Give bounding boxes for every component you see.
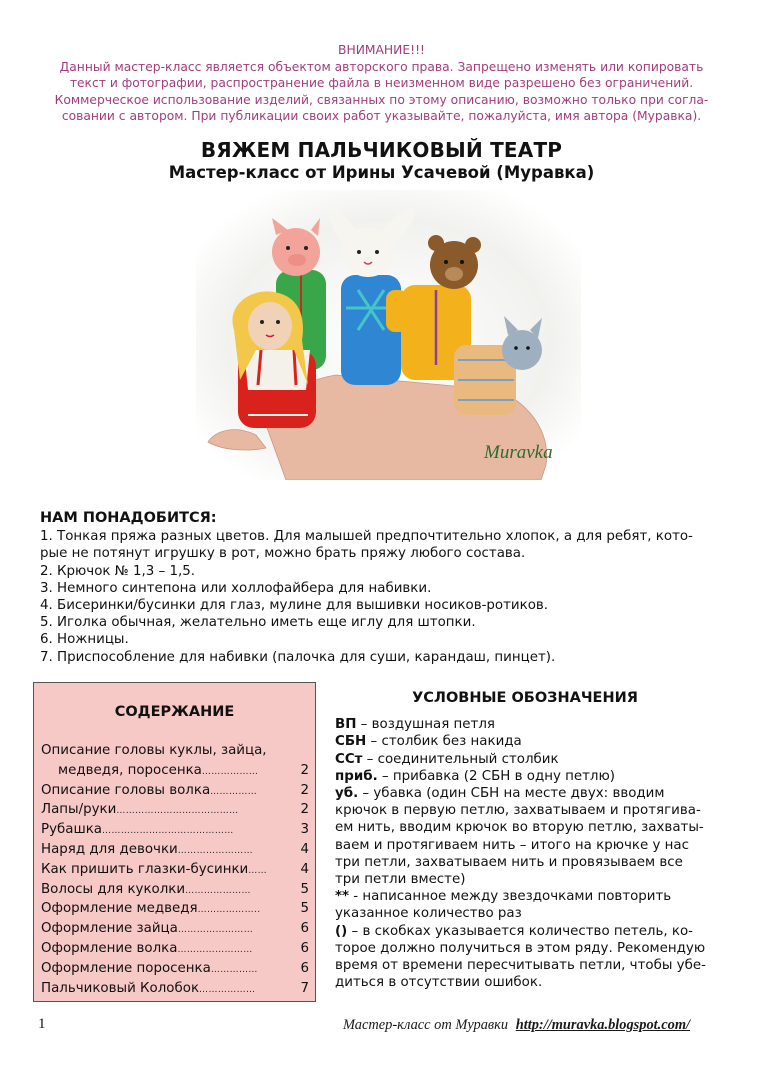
legend-definition: – убавка (один СБН на месте двух: вводим — [358, 786, 665, 802]
legend-definition: ваем и протягиваем нить – итого на крючке у нас — [335, 837, 690, 853]
toc-entry — [41, 899, 313, 919]
toc-entry-title: Оформление поросенка — [41, 960, 211, 976]
legend-definition: время от времени пересчитывать петли, чтобы убе- — [335, 958, 706, 974]
legend-line — [335, 871, 725, 888]
footer-link[interactable]: http://muravka.blogspot.com/ — [515, 1017, 691, 1033]
toc-entry-dots: …………… — [210, 786, 258, 797]
notice-line: совании с автором. При публикации своих работ указывайте, пожалуйста, имя автора (Муравка). — [61, 109, 702, 123]
materials-heading: НАМ ПОНАДОБИТСЯ: — [40, 510, 217, 526]
toc-entry-page: 2 — [300, 762, 309, 778]
toc-entry-page: 4 — [300, 861, 309, 877]
toc-entry-title: Пальчиковый Колобок — [41, 980, 200, 996]
legend-definition: – соединительный столбик — [362, 751, 559, 767]
toc-entry-dots: …………… — [210, 964, 258, 975]
legend-line — [335, 819, 725, 836]
materials-line: 6. Ножницы. — [40, 632, 129, 648]
legend-definition: указанное количество раз — [335, 906, 522, 922]
legend-line — [335, 768, 725, 785]
legend-term: приб. — [335, 768, 378, 784]
notice-line: Данный мастер-класс является объектом авторского права. Запрещено изменять или копировать — [59, 59, 704, 74]
toc-entry-title: Оформление зайца — [41, 921, 178, 937]
legend-line — [335, 974, 725, 991]
legend-definition: крючок в первую петлю, захватываем и протягива- — [335, 803, 701, 819]
toc-heading: СОДЕРЖАНИЕ — [114, 704, 235, 720]
legend-definition: диться в отсутствии ошибок. — [335, 975, 543, 991]
legend-definition: три петли вместе) — [335, 872, 466, 888]
legend-line — [335, 888, 725, 905]
legend-definition: – воздушная петля — [356, 717, 495, 733]
legend-definition: – в скобках указывается количество петель, ко- — [347, 923, 694, 939]
materials-line: 2. Крючок № 1,3 – 1,5. — [40, 563, 195, 579]
legend-term: ССт — [335, 751, 363, 767]
toc-entry — [41, 959, 313, 979]
toc-entry — [41, 781, 313, 801]
toc-entry-dots: …………………… — [177, 845, 253, 856]
toc-entry-title: Волосы для куколки — [41, 881, 186, 897]
toc-entry-dots: …… — [248, 865, 268, 876]
materials-line: 7. Приспособление для набивки (палочка для суши, карандаш, пинцет). — [40, 649, 556, 665]
toc-entry-title: медведя, поросенка — [41, 762, 202, 778]
toc-entry-title: Описание головы куклы, зайца, — [41, 743, 267, 758]
toc-entry-dots: ……………… — [199, 984, 256, 995]
toc-entry — [41, 800, 313, 820]
copyright-notice — [30, 42, 733, 125]
toc-entry-page: 5 — [300, 881, 309, 897]
legend-definition: торое должно получиться в этом ряду. Рекомендую — [335, 940, 706, 956]
page-subtitle: Мастер-класс от Ирины Усачевой (Муравка) — [168, 163, 595, 182]
finger-puppets-photo — [196, 190, 581, 480]
legend-line — [335, 957, 725, 974]
toc-entry — [41, 979, 313, 999]
toc-entry — [41, 820, 313, 840]
legend-line — [335, 940, 725, 957]
toc-entry-page: 6 — [300, 940, 309, 956]
legend-line — [335, 716, 725, 733]
toc-entry-dots: ……………….. — [197, 905, 261, 916]
toc-entry-dots: …………………… — [177, 925, 254, 936]
legend-line — [335, 923, 725, 940]
legend-line — [335, 837, 725, 854]
toc-entry-dots: ……………… — [201, 766, 259, 777]
toc-entry-title: Наряд для девочки — [41, 841, 178, 857]
materials-line: 5. Иголка обычная, желательно иметь еще иглу для штопки. — [40, 615, 476, 631]
legend-definition: – столбик без накида — [366, 734, 522, 750]
legend-line — [335, 751, 725, 768]
toc-entry-page: 3 — [300, 822, 309, 838]
toc-entry-title: Рубашка — [41, 822, 103, 838]
toc-entry — [41, 880, 313, 900]
legend-term: () — [335, 923, 348, 939]
toc-entry-dots: ………………………………… — [116, 806, 239, 817]
page-number: 1 — [38, 1016, 46, 1032]
toc-entry-page: 6 — [300, 921, 309, 937]
legend-definition: три петли, захватываем нить и провязываем все — [335, 854, 683, 870]
legend-term: уб. — [335, 786, 359, 802]
notation-legend — [335, 690, 725, 991]
toc-entry-dots: …………………………………… — [102, 826, 234, 837]
toc-entry-title: Как пришить глазки-бусинки — [41, 861, 249, 877]
toc-entry — [41, 939, 313, 959]
toc-entry-page: 4 — [300, 841, 309, 857]
materials-line: 1. Тонкая пряжа разных цветов. Для малышей предпочтительно хлопок, а для ребят, кото- — [40, 529, 693, 545]
toc-entry-title: Лапы/руки — [41, 802, 117, 818]
legend-line — [335, 802, 725, 819]
toc-entry-page: 5 — [300, 901, 309, 917]
toc-entry-title: Описание головы волка — [41, 782, 211, 798]
footer-text: Мастер-класс от Муравки — [343, 1017, 509, 1033]
toc-entry-title: Оформление медведя — [41, 901, 198, 917]
legend-definition: - написанное между звездочками повторить — [349, 889, 672, 905]
legend-heading: УСЛОВНЫЕ ОБОЗНАЧЕНИЯ — [412, 690, 638, 706]
toc-entry-page: 6 — [300, 960, 309, 976]
toc-entry — [41, 860, 313, 880]
toc-entry-page: 2 — [300, 782, 309, 798]
page-title: ВЯЖЕМ ПАЛЬЧИКОВЫЙ ТЕАТР — [200, 138, 563, 162]
toc-entry — [41, 840, 313, 860]
footer — [343, 1017, 690, 1034]
toc-entries — [41, 741, 313, 998]
legend-line — [335, 733, 725, 750]
materials-line: 4. Бисеринки/бусинки для глаз, мулине для вышивки носиков-ротиков. — [40, 598, 549, 614]
legend-definition: ем нить, вводим крючок во вторую петлю, захваты- — [335, 820, 704, 836]
toc-entry — [41, 919, 313, 939]
legend-line — [335, 785, 725, 802]
legend-term: ВП — [335, 717, 357, 733]
materials-section — [40, 510, 730, 666]
toc-entry-dots: …………………… — [177, 944, 253, 955]
notice-line: ВНИМАНИЕ!!! — [338, 43, 425, 57]
legend-term: СБН — [335, 734, 367, 750]
photo-watermark: Muravka — [484, 442, 553, 463]
legend-line — [335, 854, 725, 871]
toc-entry — [41, 761, 313, 781]
toc-entry-title: Оформление волка — [41, 940, 178, 956]
legend-lines — [335, 716, 725, 991]
legend-definition: – прибавка (2 СБН в одну петлю) — [377, 768, 615, 784]
legend-term: ** — [335, 889, 350, 905]
notice-line: текст и фотографии, распространение файла в неизменном виде разрешено без ограничений. — [69, 76, 694, 90]
toc-entry — [41, 741, 313, 761]
toc-entry-page: 7 — [300, 980, 309, 996]
notice-line: Коммерческое использование изделий, связанных по этому описанию, возможно только при согла- — [54, 92, 709, 107]
materials-line: рые не потянут игрушку в рот, можно брать пряжу любого состава. — [40, 546, 526, 562]
materials-line: 3. Немного синтепона или холлофайбера для набивки. — [40, 580, 432, 596]
table-of-contents — [33, 682, 316, 1002]
legend-line — [335, 905, 725, 922]
toc-entry-page: 2 — [300, 802, 309, 818]
toc-entry-dots: ………………… — [185, 885, 251, 896]
